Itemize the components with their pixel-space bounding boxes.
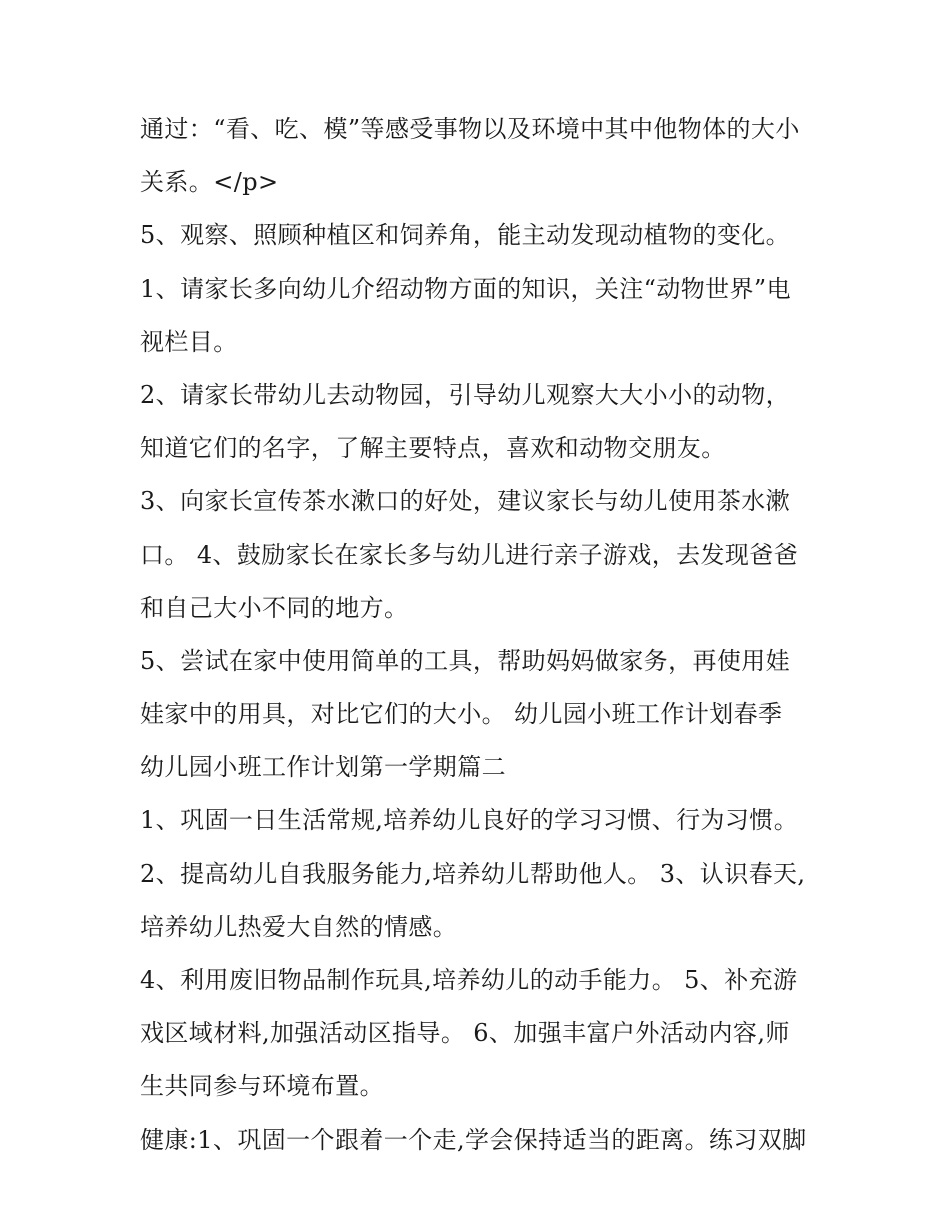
text-line: 关系。</p> bbox=[140, 168, 279, 197]
text-line: 培养幼儿热爱大自然的情感。 bbox=[140, 912, 458, 941]
text-line: 知道它们的名字，了解主要特点，喜欢和动物交朋友。 bbox=[140, 434, 726, 463]
text-line: 2、请家长带幼儿去动物园，引导幼儿观察大大小小的动物， bbox=[140, 380, 791, 409]
text-line: 3、向家长宣传茶水漱口的好处，建议家长与幼儿使用茶水漱 bbox=[140, 487, 791, 516]
text-line: 1、请家长多向幼儿介绍动物方面的知识，关注“动物世界”电 bbox=[140, 274, 792, 303]
text-line: 戏区域材料,加强活动区指导。 6、加强丰富户外活动内容,师 bbox=[140, 1019, 790, 1048]
text-line: 和自己大小不同的地方。 bbox=[140, 593, 409, 622]
text-line: 健康:1、巩固一个跟着一个走,学会保持适当的距离。练习双脚 bbox=[140, 1125, 807, 1154]
text-line: 口。 4、鼓励家长在家长多与幼儿进行亲子游戏，去发现爸爸 bbox=[140, 540, 799, 569]
text-line: 视栏目。 bbox=[140, 327, 238, 356]
text-line: 5、观察、照顾种植区和饲养角，能主动发现动植物的变化。 bbox=[140, 221, 791, 250]
text-line: 幼儿园小班工作计划第一学期篇二 bbox=[140, 753, 506, 782]
text-line: 生共同参与环境布置。 bbox=[140, 1072, 384, 1101]
text-line: 4、利用废旧物品制作玩具,培养幼儿的动手能力。 5、补充游 bbox=[140, 966, 798, 994]
text-line: 通过：“看、吃、模”等感受事物以及环境中其中他物体的大小 bbox=[140, 115, 800, 143]
text-line: 1、巩固一日生活常规,培养幼儿良好的学习习惯、行为习惯。 bbox=[140, 806, 799, 835]
text-line: 5、尝试在家中使用简单的工具，帮助妈妈做家务，再使用娃 bbox=[140, 646, 791, 675]
text-line: 2、提高幼儿自我服务能力,培养幼儿帮助他人。 3、认识春天, bbox=[140, 859, 806, 888]
document-page bbox=[140, 103, 820, 1167]
text-line: 娃家中的用具，对比它们的大小。 幼儿园小班工作计划春季 bbox=[140, 700, 783, 729]
